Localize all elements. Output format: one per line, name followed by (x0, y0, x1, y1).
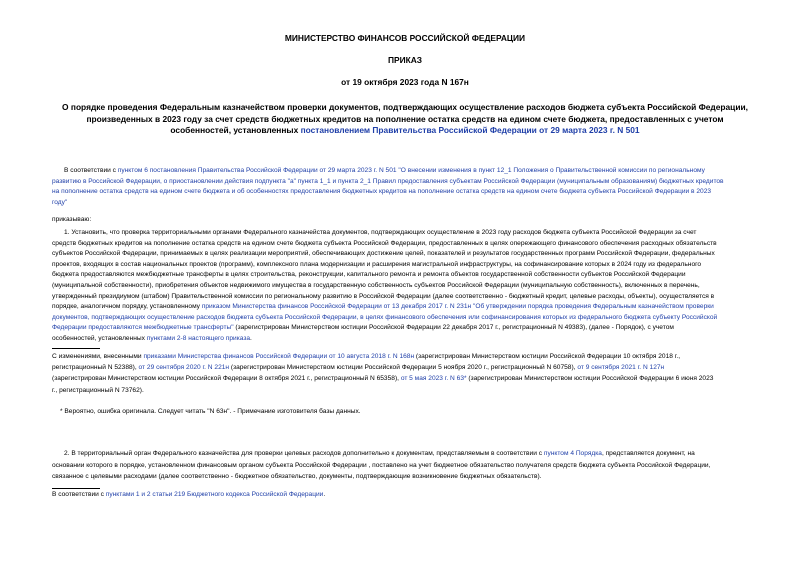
doc-type-heading: ПРИКАЗ (387, 55, 423, 65)
title-resolution-link[interactable]: постановлением Правительства Российской Федерации от 29 марта 2023 г. N 501 (300, 125, 640, 135)
footnote-budget-code (52, 490, 764, 501)
preamble-continuation (52, 177, 764, 209)
document-title (40, 102, 770, 137)
point-4-link[interactable]: пунктом 4 Порядка (543, 450, 602, 457)
item-2-line-1 (64, 449, 764, 460)
budget-code-link[interactable]: пунктами 1 и 2 статьи 219 Бюджетного кодекса Российской Федерации (105, 491, 324, 498)
preamble-line-3[interactable]: на пополнение остатка средств на едином счете бюджета и об особенностях предоставления бюджетных кредитов на пополнение остатка средств на едином счете бюджета субъекта Российской Федерации в 2023 (52, 188, 712, 196)
item-1-line-2: средств бюджетных кредитов на пополнение остатка средств на едином счете бюджета субъекта Российской Федерации, предоставленных в целях опережающего финансового обеспечения расходных обязательств (52, 239, 717, 247)
item-2-line-2-text: основании которого в порядке, установленном финансовым органом субъекта Российской Федерации (52, 461, 369, 469)
footnote-rule (52, 348, 100, 349)
order-168n-link[interactable]: приказами Министерства финансов Российской Федерации от 10 августа 2018 г. N 168н (143, 353, 415, 360)
item-1-registration: (зарегистрирован Министерством юстиции Российской Федерации 22 декабря 2017 г., регистрационный N 49383) (233, 324, 586, 332)
item-2-line-3: связанное с целевыми расходами (далее соответственно - бюджетное обязательство, документы, подтверждающие возникновение бюджетных обязательств). (52, 473, 542, 481)
footnote-1-line-4: г., регистрационный N 73762). (52, 386, 144, 394)
footnote-1-line-1 (52, 351, 764, 362)
item-2-line-2-tail: , поставлено на учет бюджетное обязательство получателя средств бюджета субъекта Российской Федерации, (368, 461, 711, 469)
footnote-rule-2 (52, 488, 100, 489)
item-2-line-2 (52, 460, 764, 472)
order-127n-link[interactable]: от 9 сентября 2021 г. N 127н (577, 364, 665, 372)
footnote-1-line-3 (52, 373, 764, 384)
footnote-1-line-2 (52, 362, 764, 373)
item-1-period: . (250, 334, 252, 342)
order-63-link[interactable]: от 5 мая 2023 г. N 63* (400, 375, 467, 383)
item-1-line-4: проектов, входящих в состав национальных проектов (программ), комплексного плана модернизации и расширения магистральной инфраструктуры, на софинансирование которых в 2024 году из федерального (52, 260, 702, 268)
footnote-1-reg-65358: (зарегистрирован Министерством юстиции Российской Федерации 8 октября 2021 г., регистрационный N 65358), (52, 375, 401, 383)
item-1-line-10 (52, 323, 764, 334)
item-1-line-8-text: порядке, аналогичном порядку, установленному (52, 303, 202, 311)
footnote-1-registration: (зарегистрирован Министерством юстиции Российской Федерации 10 октября 2018 г., (414, 353, 681, 360)
item-1-paragraph (52, 239, 764, 345)
item-1-line-8 (52, 302, 764, 313)
order-231n-link-cont[interactable]: документов, подтверждающих осуществление расходов бюджета субъекта Российской Федерации, в целях финансового обеспечения или софинансирования которых из федерального бюджета субъекту Российской (52, 313, 718, 321)
points-2-8-link[interactable]: пунктами 2-8 настоящего приказа (146, 334, 251, 342)
footnote-1-reg-june: (зарегистрирован Министерством юстиции Российской Федерации 6 июня 2023 (466, 375, 714, 383)
orders-line: приказываю: (52, 216, 92, 223)
item-1-line-11 (52, 334, 764, 345)
preamble-line-1 (64, 166, 764, 177)
footnote-amendments (52, 351, 764, 396)
ministry-heading: МИНИСТЕРСТВО ФИНАНСОВ РОССИЙСКОЙ ФЕДЕРАЦИИ (284, 33, 526, 43)
item-1-line-3: субъектов Российской Федерации, принимаемых в целях реализации мероприятий, обеспечивающих достижение целей, показателей и результатов государственных программ Российской Федерации, федеральных (52, 250, 715, 258)
item-2-paragraph (52, 460, 764, 483)
footnote-1-reg-60758: (зарегистрирован Министерством юстиции Российской Федерации 5 ноября 2020 г., регистрационный N 60758), (229, 364, 578, 372)
footnote-3-line (52, 490, 764, 501)
title-line-3 (40, 125, 770, 137)
title-line-1: О порядке проведения Федеральным казначейством проверки документов, подтверждающих осуществление расходов бюджета субъекта Российской Федерации, (62, 102, 748, 112)
preamble-resolution-link[interactable]: пунктом 6 постановления Правительства Российской Федерации от 29 марта 2023 г. N 501 "О внесении изменения в пункт 12_1 Положения о Правительственной комиссии по региональному (117, 167, 705, 174)
footnote-3-text: В соответствии с (52, 491, 106, 498)
title-line-2: произведенных в 2023 году за счет средств бюджетных кредитов на пополнение остатка средств на едином счете бюджета, предоставленных с учетом (86, 113, 724, 124)
preamble-line-2[interactable]: развитию в Российской Федерации, о приостановлении действия подпункта "а" пункта 1_1 и пункта 2_1 Правил предоставления субъектам Российской Федерации (муниципальным образованиям) бюджетных кредитов (52, 177, 724, 185)
title-line-3-text: особенностей, установленных (170, 125, 301, 135)
item-1-first-line (64, 228, 764, 239)
footnote-1-text: С изменениями, внесенными (52, 353, 144, 360)
item-1-line-1: 1. Установить, что проверка территориальными органами Федерального казначейства документов, подтверждающих осуществление в 2023 году расходов бюджета субъекта Российской Федерации за счет (64, 229, 697, 236)
item-1-line-7: утвержденный президиумом (штабом) Правительственной комиссии по региональному развитию в Российской Федерации (далее соответственно - бюджетный кредит, целевые расходы, объекты), осуществляется в (52, 292, 715, 300)
item-1-line-5: бюджета предоставляются межбюджетные трансферты в целях строительства, реконструкции, капитального ремонта и ремонта объектов государственной собственности субъектов Российской Федерации (52, 271, 686, 279)
preamble-line-4[interactable]: году" (52, 198, 68, 206)
order-221n-link[interactable]: от 29 сентября 2020 г. N 221н (138, 364, 230, 372)
item-1-line-10-tail: , (далее - Порядок), с учетом (585, 324, 674, 332)
order-231n-link[interactable]: приказом Министерства финансов Российской Федерации от 13 декабря 2017 г. N 231н "Об утверждении порядка проведения Федеральным казначейством проверки (201, 303, 714, 311)
item-2-text-tail: , представляется документ, на (601, 450, 695, 457)
item-1-line-6: (муниципальной собственности), приобретения объектов недвижимого имущества в государственную собственность субъектов Российской Федерации (муниципальную собственность), включенных в перечень, (52, 281, 700, 289)
preamble-text-start: В соответствии с (64, 167, 118, 174)
footnote-1-reg-52388: регистрационный N 52388), (52, 364, 139, 372)
order-231n-link-end[interactable]: Федерации предоставляются межбюджетные трансферты" (52, 324, 234, 332)
footnote-3-period: . (323, 491, 326, 498)
footnote-editor-note: * Вероятно, ошибка оригинала. Следует читать "N 63н". - Примечание изготовителя базы данных. (60, 408, 361, 415)
item-2-first-line (64, 449, 764, 460)
item-1-line-11-text: особенностей, установленных (52, 334, 147, 342)
preamble-paragraph (64, 166, 764, 177)
doc-date-number: от 19 октября 2023 года N 167н (341, 77, 469, 87)
item-2-text: 2. В территориальный орган Федерального казначейства для проверки целевых расходов дополнительно к документам, представляемым в соответствии с (64, 450, 544, 457)
